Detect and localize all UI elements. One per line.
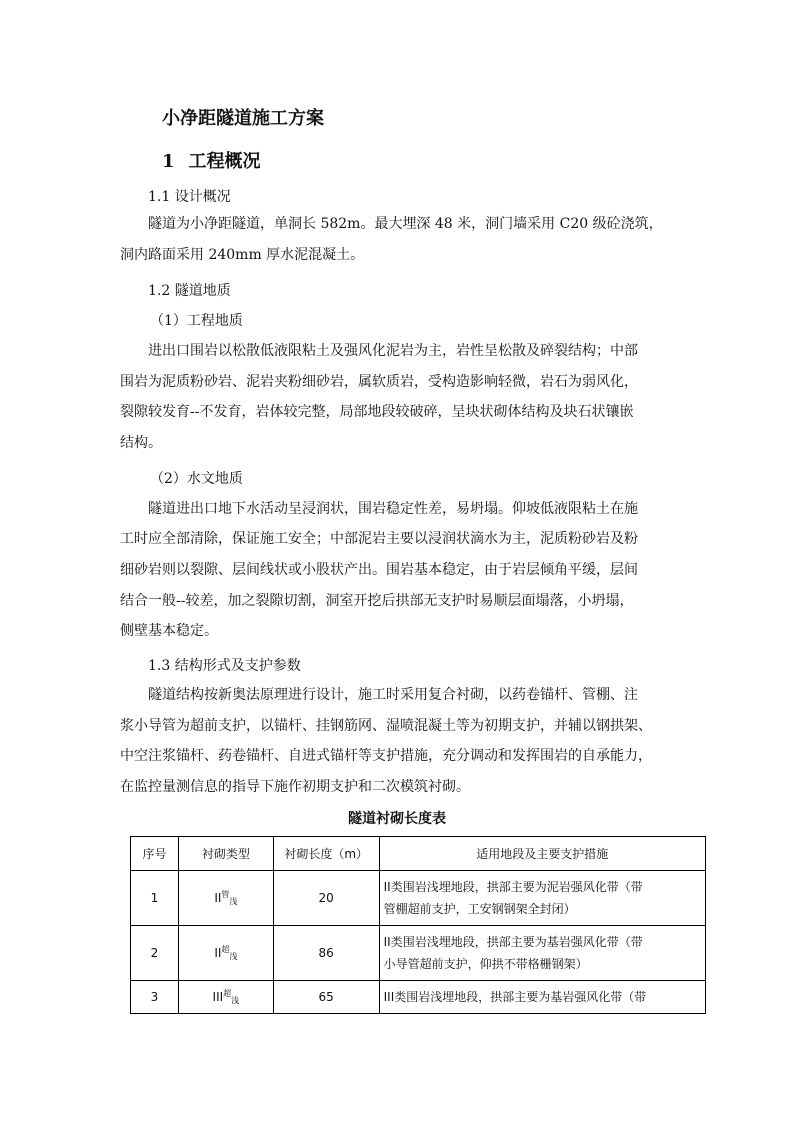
header-serial-number: 序号 [131, 837, 179, 871]
table-caption: 隧道衬砌长度表 [348, 811, 446, 827]
paragraph-line: 隧道结构按新奥法原理进行设计，施工时采用复合衬砌，以药卷锚杆、管棚、注 [148, 687, 638, 703]
cell-serial-number: 3 [131, 981, 179, 1014]
measures-line: II类围岩浅埋地段，拱部主要为泥岩强风化带（带 [383, 880, 643, 894]
header-applicable-section: 适用地段及主要支护措施 [379, 837, 705, 871]
section-1-1-heading: 1.1 设计概况 [148, 189, 231, 205]
cell-lining-length: 65 [273, 981, 379, 1014]
lining-length-table [130, 836, 706, 1014]
table-row [131, 926, 706, 981]
table-row [131, 871, 706, 926]
section-1-2-heading: 1.2 隧道地质 [148, 283, 231, 299]
cell-measures [379, 926, 705, 981]
cell-lining-type [178, 981, 273, 1014]
cell-measures [379, 871, 705, 926]
document-title: 小净距隧道施工方案 [162, 108, 324, 129]
lining-type-subscript: 浅 [229, 897, 238, 906]
cell-serial-number: 1 [131, 871, 179, 926]
paragraph-line: 洞内路面采用 240mm 厚水泥混凝土。 [120, 247, 365, 263]
lining-type-roman: II [214, 891, 222, 905]
lining-type-superscript: 管 [221, 890, 230, 899]
lining-type-superscript: 超 [223, 989, 232, 998]
section-1-number: 1 [162, 151, 175, 172]
table-row [131, 981, 706, 1014]
subsection-hydrogeology: （2）水文地质 [150, 471, 243, 487]
lining-type-roman: III [212, 990, 224, 1004]
paragraph-line: 浆小导管为超前支护，以锚杆、挂钢筋网、湿喷混凝土等为初期支护，并辅以钢拱架、 [120, 718, 652, 734]
cell-lining-type [178, 871, 273, 926]
cell-lining-length: 20 [273, 871, 379, 926]
section-1-title: 工程概况 [188, 151, 261, 172]
paragraph-line: 结构。 [120, 435, 162, 451]
section-1-heading [162, 147, 261, 173]
cell-lining-type [178, 926, 273, 981]
lining-type-roman: II [214, 946, 222, 960]
paragraph-line: 在监控量测信息的指导下施作初期支护和二次模筑衬砌。 [120, 779, 470, 795]
table-header-row [131, 837, 706, 871]
section-1-3-heading: 1.3 结构形式及支护参数 [148, 658, 301, 674]
paragraph-line: 结合一般--较差，加之裂隙切割，洞室开挖后拱部无支护时易顺层面塌落，小坍塌， [120, 593, 634, 609]
cell-measures [379, 981, 705, 1014]
measures-line: 小导管超前支护，仰拱不带格栅钢架） [383, 957, 588, 971]
paragraph-line: 隧道为小净距隧道，单洞长 582m。最大埋深 48 米，洞门墙采用 C20 级砼浇筑， [148, 216, 663, 232]
cell-lining-length: 86 [273, 926, 379, 981]
cell-serial-number: 2 [131, 926, 179, 981]
paragraph-line: 围岩为泥质粉砂岩、泥岩夹粉细砂岩，属软质岩，受构造影响轻微，岩石为弱风化， [120, 374, 638, 390]
lining-type-subscript: 浅 [229, 952, 238, 961]
paragraph-line: 细砂岩则以裂隙、层间线状或小股状产出。围岩基本稳定，由于岩层倾角平缓，层间 [120, 562, 638, 578]
paragraph-line: 隧道进出口地下水活动呈浸润状，围岩稳定性差，易坍塌。仰坡低液限粘土在施 [148, 501, 638, 517]
header-lining-length: 衬砌长度（m） [273, 837, 379, 871]
lining-type-subscript: 浅 [231, 996, 240, 1005]
paragraph-line: 侧壁基本稳定。 [120, 623, 218, 639]
paragraph-line: 裂隙较发育--不发育，岩体较完整，局部地段较破碎，呈块状砌体结构及块石状镶嵌 [120, 404, 634, 420]
measures-line: II类围岩浅埋地段，拱部主要为基岩强风化带（带 [383, 935, 643, 949]
paragraph-line: 工时应全部清除，保证施工安全；中部泥岩主要以浸润状滴水为主，泥质粉砂岩及粉 [120, 531, 638, 547]
subsection-engineering-geology: （1）工程地质 [150, 313, 243, 329]
paragraph-line: 进出口围岩以松散低液限粘土及强风化泥岩为主，岩性呈松散及碎裂结构；中部 [148, 343, 638, 359]
measures-line: 管棚超前支护，工安钢钢架全封闭） [383, 902, 576, 916]
paragraph-line: 中空注浆锚杆、药卷锚杆、自进式锚杆等支护措施，充分调动和发挥围岩的自承能力， [120, 748, 652, 764]
lining-type-superscript: 超 [221, 945, 230, 954]
header-lining-type: 衬砌类型 [178, 837, 273, 871]
measures-line: III类围岩浅埋地段，拱部主要为基岩强风化带（带 [383, 990, 647, 1004]
